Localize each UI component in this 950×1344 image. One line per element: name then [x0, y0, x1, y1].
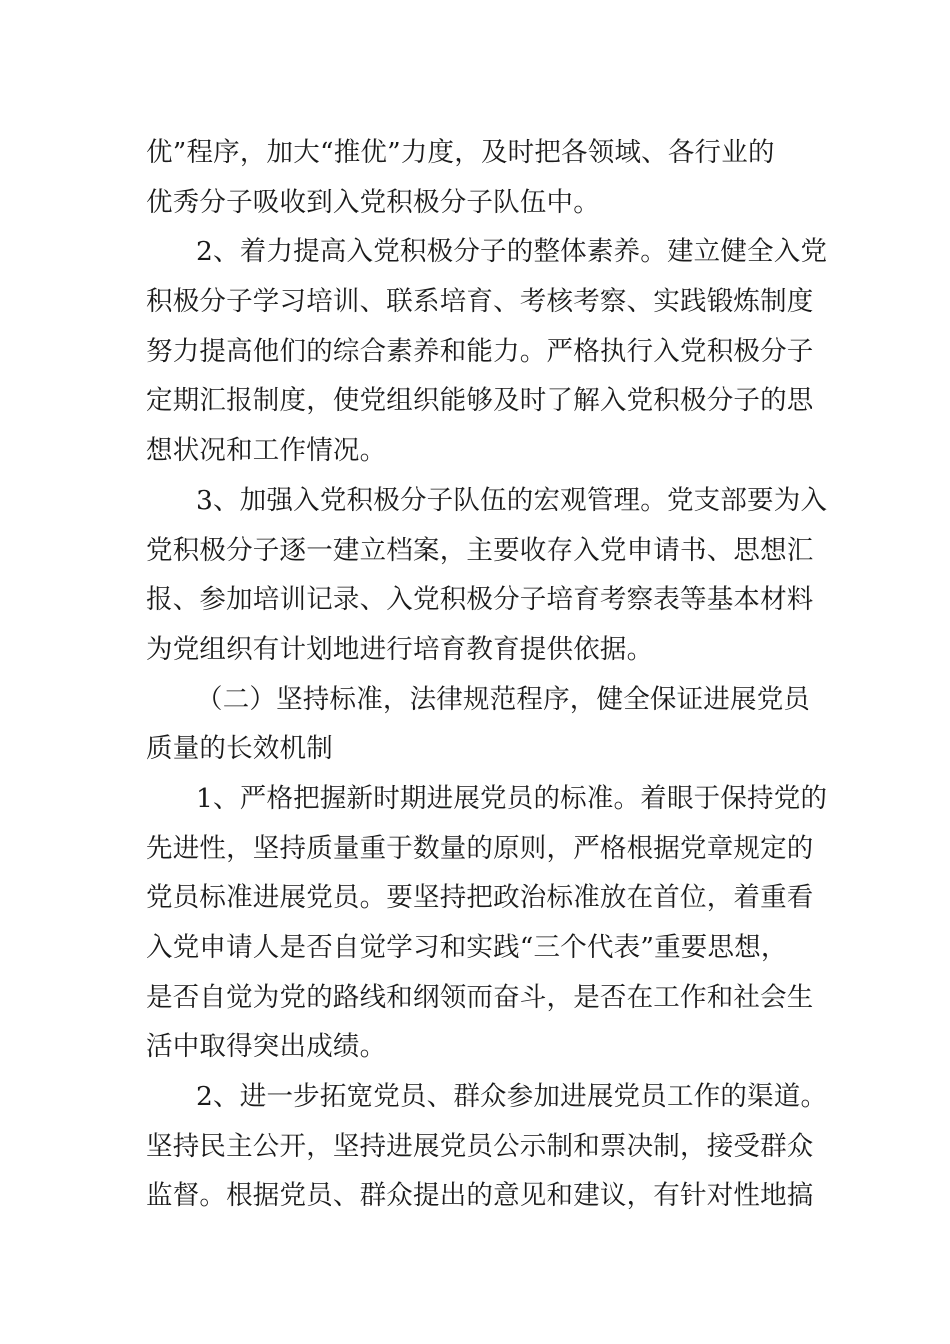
- text-line: 党积极分子逐一建立档案，主要收存入党申请书、思想汇: [146, 534, 814, 566]
- text-line: 为党组织有计划地进行培育教育提供依据。: [146, 633, 654, 665]
- text-line: 定期汇报制度，使党组织能够及时了解入党积极分子的思: [146, 385, 814, 417]
- text-line: 积极分子学习培训、联系培育、考核考察、实践锻炼制度: [146, 286, 814, 318]
- text-line: 报、参加培训记录、入党积极分子培育考察表等基本材料: [146, 584, 814, 616]
- text-line: 2、着力提高入党积极分子的整体素养。建立健全入党: [196, 236, 828, 268]
- text-line: 活中取得突出成绩。: [146, 1031, 387, 1063]
- text-line: 3、加强入党积极分子队伍的宏观管理。党支部要为入: [196, 484, 828, 516]
- text-line: 是否自觉为党的路线和纲领而奋斗，是否在工作和社会生: [146, 981, 814, 1013]
- body-text: [146, 128, 828, 1221]
- text-line: 监督。根据党员、群众提出的意见和建议，有针对性地搞: [146, 1180, 814, 1212]
- text-line: 入党申请人是否自觉学习和实践“三个代表”重要思想，: [146, 932, 788, 963]
- text-line: 坚持民主公开，坚持进展党员公示制和票决制，接受群众: [146, 1130, 814, 1162]
- text-line: 努力提高他们的综合素养和能力。严格执行入党积极分子: [146, 335, 814, 367]
- text-line: 优秀分子吸收到入党积极分子队伍中。: [146, 186, 600, 218]
- text-line: 2、进一步拓宽党员、群众参加进展党员工作的渠道。: [196, 1081, 828, 1113]
- text-line: 党员标准进展党员。要坚持把政治标准放在首位，着重看: [146, 882, 814, 914]
- section-heading-line: （二）坚持标准，法律规范程序，健全保证进展党员: [196, 683, 811, 715]
- text-line: 想状况和工作情况。: [146, 435, 387, 467]
- section-heading-line: 质量的长效机制: [146, 733, 333, 765]
- text-line: 1、严格把握新时期进展党员的标准。着眼于保持党的: [196, 782, 828, 814]
- text-line: 先进性，坚持质量重于数量的原则，严格根据党章规定的: [146, 832, 814, 864]
- text-line: 优”程序，加大“推优”力度，及时把各领域、各行业的: [146, 137, 775, 168]
